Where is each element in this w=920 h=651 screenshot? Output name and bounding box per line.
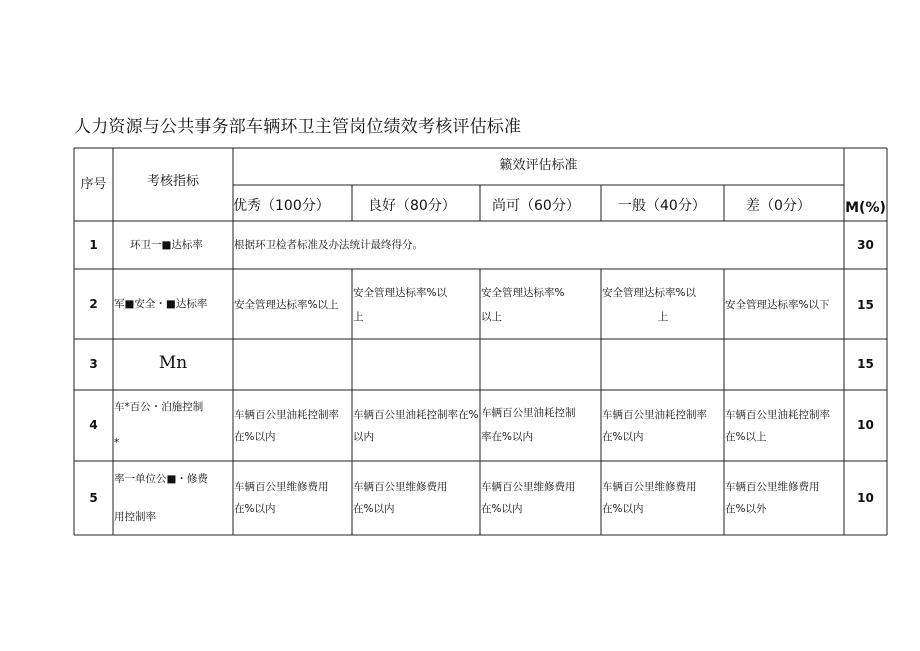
header-level-good: 良好（80分） [368, 198, 456, 214]
row4-indicator-line2: * [114, 437, 120, 449]
header-weight: M(%) [845, 200, 886, 216]
row4-fair-line1: 车辆百公里油耗控制 [481, 407, 576, 419]
row1-indicator: 环卫一■达标率 [130, 239, 203, 251]
row1-merged-standard: 根据环卫检者标准及办法统计最终得分。 [234, 239, 423, 251]
row5-excellent-line1: 车辆百公里维修费用 [234, 481, 329, 493]
row5-indicator-line1: 率一单位公■・修费 [114, 473, 208, 485]
header-level-fair: 尚可（60分） [492, 198, 580, 214]
row2-good-line1: 安全管理达标率%以 [353, 287, 447, 299]
row2-fair-line1: 安全管理达标率% [481, 287, 565, 299]
row3-weight: 15 [857, 357, 874, 371]
row5-good-line2: 在%以内 [353, 503, 395, 515]
row5-fair-line1: 车辆百公里维修费用 [481, 481, 576, 493]
row3-indicator: Mn [158, 353, 188, 373]
row2-average-line1: 安全管理达标率%以 [602, 287, 696, 299]
row5-fair-line2: 在%以内 [481, 503, 523, 515]
row5-good-line1: 车辆百公里维修费用 [353, 481, 448, 493]
row4-indicator-line1: 车*百公・泊施控制 [114, 401, 204, 413]
row4-poor-line1: 车辆百公里油耗控制率 [725, 409, 830, 421]
header-indicator: 考核指标 [146, 174, 199, 189]
row4-excellent-line2: 在%以内 [234, 431, 276, 443]
row2-average-line2: 上 [657, 311, 669, 323]
row2-poor: 安全管理达标率%以下 [725, 299, 830, 311]
row5-poor-line1: 车辆百公里维修费用 [725, 481, 820, 493]
row5-average-line1: 车辆百公里维修费用 [602, 481, 697, 493]
row5-poor-line2: 在%以外 [725, 503, 767, 515]
row2-excellent: 安全管理达标率%以上 [234, 299, 339, 311]
row4-average-line2: 在%以内 [602, 431, 644, 443]
header-level-poor: 差（0分） [746, 198, 811, 214]
row2-weight: 15 [857, 298, 874, 312]
document-title: 人力资源与公共事务部车辆环卫主管岗位绩效考核评估标准 [74, 117, 522, 137]
row5-indicator-line2: 用控制率 [114, 511, 156, 523]
row2-indicator: 军■安全・■达标率 [114, 298, 208, 310]
row4-weight: 10 [857, 418, 874, 432]
row4-average-line1: 车辆百公里油耗控制率 [602, 409, 707, 421]
row4-seq: 4 [89, 418, 98, 432]
header-level-average: 一般（40分） [618, 198, 706, 214]
row5-average-line2: 在%以内 [602, 503, 644, 515]
row2-fair-line2: 以上 [481, 311, 502, 323]
row5-excellent-line2: 在%以内 [234, 503, 276, 515]
row3-seq: 3 [89, 357, 98, 371]
row5-seq: 5 [89, 491, 98, 505]
header-level-excellent: 优秀（100分） [233, 198, 330, 214]
row4-fair-line2: 率在%以内 [481, 431, 533, 443]
row1-weight: 30 [857, 238, 874, 252]
header-standard-group: 籁效评估标准 [499, 158, 578, 173]
header-seq: 序号 [80, 177, 107, 192]
row4-good-line2: 以内 [353, 431, 374, 443]
row2-good-line2: 上 [353, 311, 364, 323]
row4-good-line1: 车辆百公里油耗控制率在% [353, 409, 479, 421]
row4-poor-line2: 在%以上 [725, 431, 767, 443]
row4-excellent-line1: 车辆百公里油耗控制率 [234, 409, 339, 421]
row2-seq: 2 [89, 297, 98, 311]
row1-seq: 1 [89, 238, 98, 252]
row5-weight: 10 [857, 491, 874, 505]
